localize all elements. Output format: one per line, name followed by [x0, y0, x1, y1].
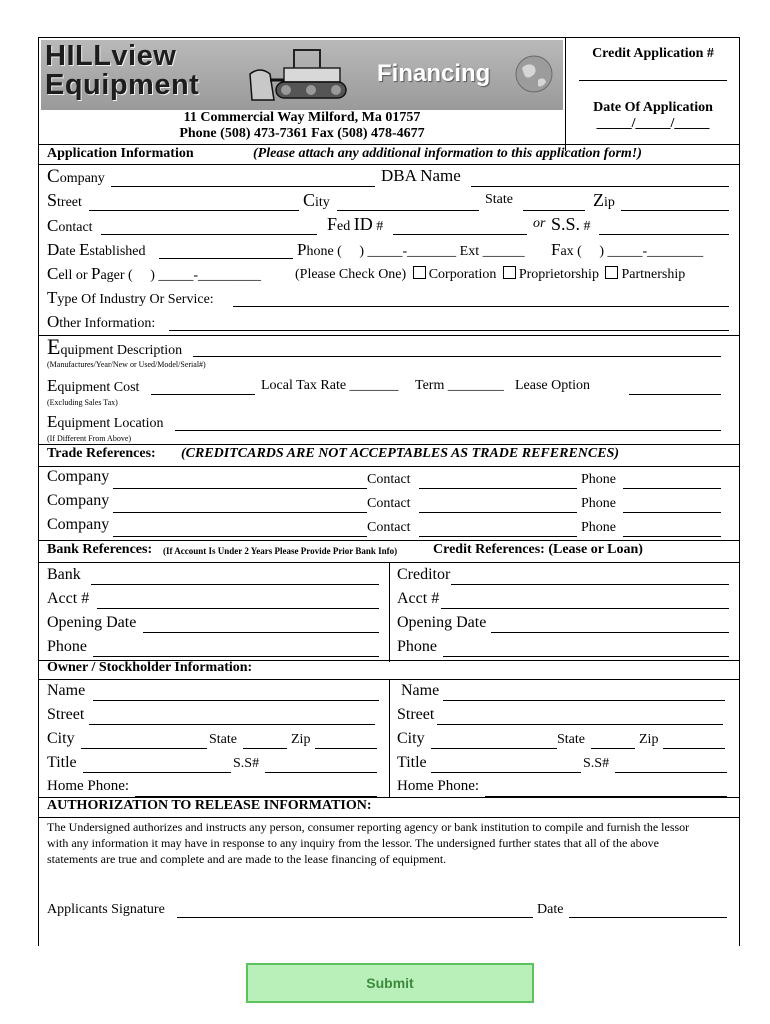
bank-references-heading: Bank References: [47, 542, 153, 557]
logo-banner [41, 40, 563, 110]
equipment-description-label: Equipment Description [47, 334, 183, 359]
owner1-street-label: Street [47, 706, 85, 723]
creditor-field[interactable] [451, 584, 729, 585]
owner2-state-field[interactable] [591, 748, 635, 749]
trade-phone-field[interactable] [623, 536, 721, 537]
date-of-application-field[interactable]: _____/_____/_____ [596, 116, 710, 131]
trade-contact-label: Contact [367, 472, 411, 487]
contact-field[interactable] [101, 234, 317, 235]
authorization-text-line-3: statements are true and complete and are made to the lease financing of equipment. [47, 852, 447, 866]
equipment-description-note: (Manufactures/Year/New or Used/Model/Serial#) [47, 360, 206, 369]
company-logo [45, 42, 199, 100]
applicant-signature-label: Applicants Signature [47, 902, 165, 917]
owner2-ss-label: S.S# [583, 756, 610, 771]
ss-field[interactable] [599, 234, 729, 235]
owner1-title-field[interactable] [83, 772, 231, 773]
trade-phone-label: Phone [581, 472, 616, 487]
trade-company-label: Company [47, 492, 110, 509]
authorization-heading: AUTHORIZATION TO RELEASE INFORMATION: [47, 798, 372, 813]
company-label: Company [47, 166, 105, 187]
local-tax-rate-label: Local Tax Rate _______ [261, 378, 399, 393]
state-label: State [485, 192, 513, 207]
bank-opening-date-field[interactable] [143, 632, 379, 633]
auth-divider-bottom [39, 817, 739, 818]
bank-phone-field[interactable] [93, 656, 379, 657]
credit-opening-date-label: Opening Date [397, 614, 487, 631]
trade-contact-field[interactable] [419, 488, 577, 489]
trade-phone-label: Phone [581, 520, 616, 535]
other-info-field[interactable] [169, 330, 729, 331]
fed-id-field[interactable] [393, 234, 527, 235]
credit-acct-label: Acct # [397, 590, 440, 607]
date-of-application-label: Date Of Application [593, 100, 713, 115]
trade-phone-label: Phone [581, 496, 616, 511]
entity-type-group [295, 266, 685, 283]
equipment-description-field[interactable] [193, 356, 721, 357]
owner2-city-label: City [397, 730, 425, 747]
credit-references-heading: Credit References: (Lease or Loan) [433, 542, 643, 557]
ss-label: S.S. # [551, 214, 591, 234]
bulldozer-icon [246, 44, 366, 106]
owner1-state-field[interactable] [243, 748, 287, 749]
trade-company-field[interactable] [113, 536, 367, 537]
trade-company-label: Company [47, 468, 110, 485]
credit-application-form [38, 37, 740, 946]
date-established-field[interactable] [159, 258, 293, 259]
trade-divider-top [39, 444, 739, 445]
owner1-ss-label: S.S# [233, 756, 260, 771]
owner1-city-label: City [47, 730, 75, 747]
application-info-heading: Application Information [47, 146, 194, 161]
proprietorship-label: Proprietorship [518, 267, 599, 282]
trade-divider-bottom [39, 466, 739, 467]
bank-field[interactable] [91, 584, 379, 585]
header-left [39, 38, 565, 151]
owner1-city-field[interactable] [81, 748, 207, 749]
owner1-name-field[interactable] [93, 700, 379, 701]
owner1-street-field[interactable] [89, 724, 375, 725]
owner1-name-label: Name [47, 682, 86, 699]
corporation-checkbox[interactable] [413, 266, 426, 279]
bank-column-divider [389, 562, 390, 662]
trade-contact-label: Contact [367, 520, 411, 535]
state-field[interactable] [523, 210, 585, 211]
equipment-cost-note: (Excluding Sales Tax) [47, 398, 118, 407]
bank-divider-top [39, 540, 739, 541]
industry-label: Type Of Industry Or Service: [47, 288, 214, 307]
company-field[interactable] [111, 186, 375, 187]
trade-contact-field[interactable] [419, 512, 577, 513]
credit-phone-field[interactable] [443, 656, 729, 657]
bank-opening-date-label: Opening Date [47, 614, 137, 631]
trade-phone-field[interactable] [623, 488, 721, 489]
signature-date-field[interactable] [569, 917, 727, 918]
check-one-label: (Please Check One) [295, 267, 407, 282]
proprietorship-checkbox[interactable] [503, 266, 516, 279]
cell-pager-label: Cell or Pager ( ) _____-_________ [47, 264, 262, 283]
owner2-name-label: Name [401, 682, 440, 699]
street-label: Street [47, 190, 82, 210]
logo-line-1: HILLview [45, 40, 177, 72]
trade-references-note: (CREDITCARDS ARE NOT ACCEPTABLES AS TRADE REFERENCES) [181, 446, 620, 461]
trade-company-field[interactable] [113, 512, 367, 513]
trade-contact-field[interactable] [419, 536, 577, 537]
authorization-text-line-2: with any information it may have in response to any inquiry from the lessor. The undersigned further states that all of the above [47, 836, 659, 850]
owner2-zip-field[interactable] [663, 748, 725, 749]
authorization-text-line-1: The Undersigned authorizes and instructs any person, consumer reporting agency or bank institution to compile and furnish the lessor [47, 820, 690, 834]
company-phone-fax: Phone (508) 473-7361 Fax (508) 478-4677 [179, 126, 425, 141]
signature-date-label: Date [537, 902, 564, 917]
or-label: or [533, 216, 546, 231]
partnership-checkbox[interactable] [605, 266, 618, 279]
owner2-title-label: Title [397, 754, 427, 771]
phone-label: Phone ( ) _____-_______ Ext ______ [297, 240, 525, 259]
bank-acct-label: Acct # [47, 590, 90, 607]
creditor-label: Creditor [397, 566, 451, 583]
credit-application-number-field[interactable] [579, 80, 727, 81]
owner1-zip-label: Zip [291, 732, 311, 747]
industry-field[interactable] [233, 306, 729, 307]
owner1-title-label: Title [47, 754, 77, 771]
dba-name-label: DBA Name [381, 166, 461, 185]
zip-label: Zip [593, 190, 615, 210]
lease-option-label: Lease Option [515, 378, 591, 393]
owner-column-divider [389, 679, 390, 797]
bank-references-note: (If Account Is Under 2 Years Please Provide Prior Bank Info) [163, 546, 398, 556]
dba-name-field[interactable] [471, 186, 729, 187]
city-label: City [303, 190, 330, 210]
trade-contact-label: Contact [367, 496, 411, 511]
city-field[interactable] [337, 210, 479, 211]
fed-id-label: Fed ID # [327, 214, 384, 234]
partnership-label: Partnership [621, 267, 686, 282]
owner2-city-field[interactable] [431, 748, 557, 749]
owner2-title-field[interactable] [431, 772, 581, 773]
application-header-divider [39, 164, 739, 165]
trade-references-heading: Trade References: [47, 446, 156, 461]
credit-phone-label: Phone [397, 638, 437, 655]
applicant-signature-field[interactable] [177, 917, 533, 918]
submit-button[interactable]: Submit [246, 963, 534, 1003]
owner2-state-label: State [557, 732, 585, 747]
bank-label: Bank [47, 566, 81, 583]
trade-company-field[interactable] [113, 488, 367, 489]
other-info-label: Other Information: [47, 312, 156, 331]
logo-line-2: Equipment [45, 69, 200, 101]
credit-acct-field[interactable] [441, 608, 729, 609]
equipment-location-label: Equipment Location [47, 412, 164, 431]
header-right [565, 38, 740, 151]
fax-label: Fax ( ) _____-________ [551, 240, 704, 259]
globe-icon [514, 54, 554, 94]
owner-info-heading: Owner / Stockholder Information: [47, 660, 253, 675]
owner1-zip-field[interactable] [315, 748, 377, 749]
equipment-cost-label: Equipment Cost [47, 376, 140, 395]
company-address: 11 Commercial Way Milford, Ma 01757 [183, 110, 421, 125]
owner1-ss-field[interactable] [265, 772, 377, 773]
corporation-label: Corporation [428, 267, 497, 282]
owner2-zip-label: Zip [639, 732, 659, 747]
contact-label: Contact [47, 216, 93, 235]
term-label: Term ________ [415, 378, 504, 393]
credit-opening-date-field[interactable] [491, 632, 729, 633]
application-divider [39, 144, 739, 145]
equipment-location-note: (If Different From Above) [47, 434, 132, 443]
owner1-home-phone-label: Home Phone: [47, 778, 130, 794]
financing-banner-text: Financing [377, 60, 491, 87]
owner2-street-field[interactable] [437, 724, 723, 725]
trade-company-label: Company [47, 516, 110, 533]
application-info-note: (Please attach any additional information to this application form!) [253, 146, 642, 161]
equipment-cost-field[interactable] [151, 394, 255, 395]
zip-field[interactable] [621, 210, 729, 211]
owner2-home-phone-label: Home Phone: [397, 778, 480, 794]
owner2-name-field[interactable] [443, 700, 725, 701]
bank-acct-field[interactable] [97, 608, 379, 609]
bank-phone-label: Phone [47, 638, 87, 655]
owner1-state-label: State [209, 732, 237, 747]
date-established-label: Date Established [47, 240, 146, 259]
trade-phone-field[interactable] [623, 512, 721, 513]
credit-application-number-label: Credit Application # [592, 46, 714, 61]
street-field[interactable] [89, 210, 299, 211]
owner2-street-label: Street [397, 706, 435, 723]
equipment-location-field[interactable] [175, 430, 721, 431]
owner2-ss-field[interactable] [615, 772, 727, 773]
lease-option-field[interactable] [629, 394, 721, 395]
